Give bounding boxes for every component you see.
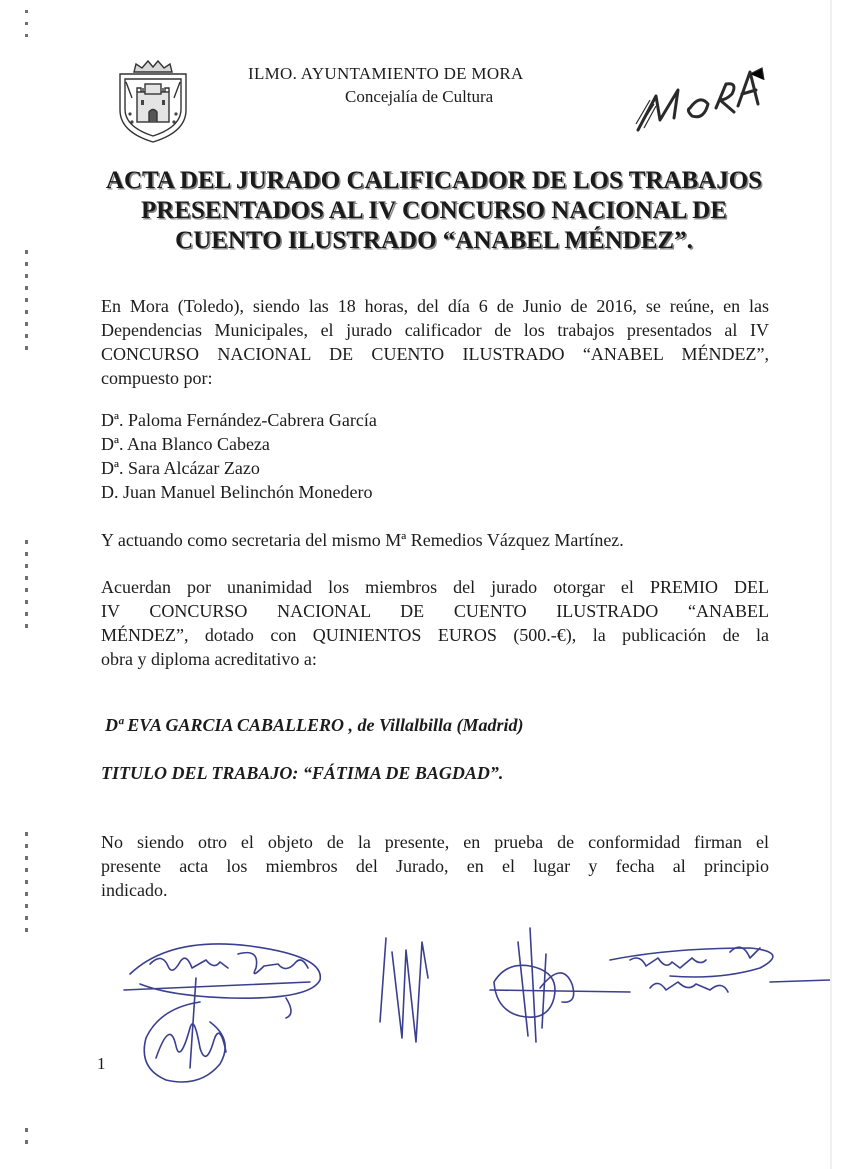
decision-line-1: Acuerdan por unanimidad los miembros del jurado otorgar el PREMIO DEL: [101, 577, 769, 597]
scan-edge-marks: [24, 0, 30, 1169]
header-organization: ILMO. AYUNTAMIENTO DE MORA: [248, 64, 524, 83]
jury-signatures: [110, 918, 830, 1108]
decision-line-4: obra y diploma acreditativo a:: [101, 649, 317, 669]
scan-right-edge: [830, 0, 832, 1169]
closing-line-2: presente acta los miembros del Jurado, en el lugar y fecha al principio: [101, 856, 769, 876]
decision-paragraph: [101, 575, 769, 671]
jury-member: Dª. Ana Blanco Cabeza: [101, 434, 270, 454]
intro-line-1: En Mora (Toledo), siendo las 18 horas, del día 6 de Junio de 2016, se reúne, en las: [101, 296, 769, 316]
document-title: [60, 166, 808, 256]
closing-line-3: indicado.: [101, 880, 168, 900]
winner-name: Dª EVA GARCIA CABALLERO , de Villalbilla (Madrid): [105, 715, 524, 735]
intro-line-2: Dependencias Municipales, el jurado calificador de los trabajos presentados al IV: [101, 320, 769, 340]
intro-line-4: compuesto por:: [101, 368, 213, 388]
title-line-1: ACTA DEL JURADO CALIFICADOR DE LOS TRABAJOS: [105, 167, 763, 194]
page-number: 1: [97, 1054, 106, 1073]
closing-paragraph: [101, 830, 769, 902]
secretary-line: Y actuando como secretaria del mismo Mª Remedios Vázquez Martínez.: [101, 530, 624, 550]
intro-line-3: CONCURSO NACIONAL DE CUENTO ILUSTRADO “ANABEL MÉNDEZ”,: [101, 344, 769, 364]
decision-line-2: IV CONCURSO NACIONAL DE CUENTO ILUSTRADO “ANABEL: [101, 601, 769, 621]
title-line-2: PRESENTADOS AL IV CONCURSO NACIONAL DE: [141, 197, 727, 224]
closing-line-1: No siendo otro el objeto de la presente, en prueba de conformidad firman el: [101, 832, 769, 852]
header-department: Concejalía de Cultura: [345, 87, 494, 106]
work-title: TITULO DEL TRABAJO: “FÁTIMA DE BAGDAD”.: [101, 763, 504, 783]
jury-member: Dª. Sara Alcázar Zazo: [101, 458, 260, 478]
coat-of-arms-icon: [112, 58, 194, 144]
intro-paragraph: [101, 294, 769, 390]
title-line-3: CUENTO ILUSTRADO “ANABEL MÉNDEZ”.: [175, 227, 693, 254]
jury-member: D. Juan Manuel Belinchón Monedero: [101, 482, 373, 502]
decision-line-3: MÉNDEZ”, dotado con QUINIENTOS EUROS (500.-€), la publicación de la: [101, 625, 769, 645]
mora-logo: [630, 60, 770, 140]
jury-member: Dª. Paloma Fernández-Cabrera García: [101, 410, 377, 430]
